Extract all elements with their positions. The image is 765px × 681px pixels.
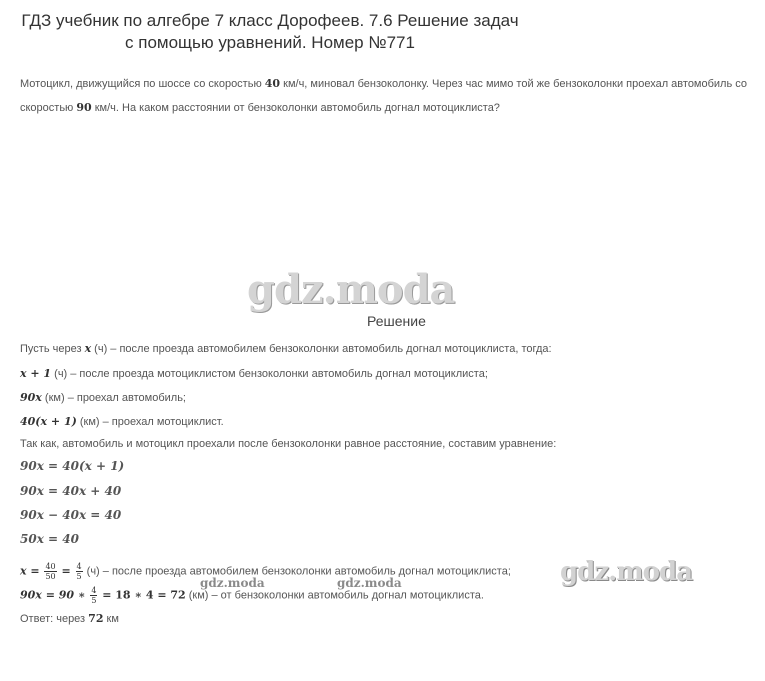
fraction (76, 562, 83, 581)
text: (км) – проехал автомобиль; (41, 392, 186, 404)
text: (км) – проехал мотоциклист. (76, 416, 224, 428)
watermark-logo: gdz.moda (247, 266, 455, 313)
math: = 18 ∗ 4 = 72 (98, 588, 186, 602)
text: Ответ: через (20, 613, 89, 625)
math: = (57, 564, 75, 578)
math: 40(x + 1) (20, 415, 77, 428)
numerator: 40 (45, 562, 56, 571)
numerator: 4 (76, 562, 82, 571)
solution-line-3 (20, 391, 186, 404)
equation-2: 90x = 40x + 40 (20, 484, 122, 498)
answer-line (20, 612, 119, 625)
numerator: 4 (91, 586, 97, 595)
solution-line-4 (20, 415, 224, 428)
solution-line-5: Так как, автомобиль и мотоцикл проехали после бензоколонки равное расстояние, составим уравнение: (20, 438, 557, 450)
watermark-logo: gdz.moda (560, 557, 693, 587)
problem-part-2: км/ч, миновал бензоколонку. Через час мимо той же бензоколонки проехал автомобиль со скоростью (20, 78, 748, 114)
equation-3: 90x − 40x = 40 (20, 508, 122, 522)
denominator: 5 (91, 596, 97, 605)
text: (ч) – после проезда автомобилем бензоколонки автомобиль догнал мотоциклиста; (83, 565, 511, 578)
solution-line-10 (20, 562, 511, 581)
watermark-logo: gdz.moda (200, 576, 265, 590)
solution-line-11 (20, 586, 484, 605)
math: x + 1 (20, 367, 52, 380)
problem-part-1: Мотоцикл, движущийся по шоссе со скоростью (20, 78, 265, 90)
speed-car: 90 (76, 101, 92, 114)
equation-1: 90x = 40(x + 1) (20, 459, 125, 473)
text: км (103, 613, 119, 625)
denominator: 5 (76, 572, 82, 581)
text: Пусть через (20, 343, 85, 355)
problem-text (20, 72, 755, 120)
math: x (84, 342, 92, 355)
fraction (90, 586, 97, 605)
text: (км) – от бензоколонки автомобиль догнал мотоциклиста. (185, 589, 484, 602)
solution-line-1 (20, 342, 552, 355)
answer-value: 72 (88, 612, 104, 625)
text: (ч) – после проезда автомобилем бензоколонки автомобиль догнал мотоциклиста, тогда: (91, 343, 552, 355)
text: (ч) – после проезда мотоциклистом бензоколонки автомобиль догнал мотоциклиста; (51, 368, 488, 380)
solution-line-2 (20, 367, 488, 380)
title-line-2: с помощью уравнений. Номер №771 (125, 33, 415, 52)
watermark-logo: gdz.moda (337, 576, 402, 590)
fraction (44, 562, 56, 581)
math: 90x (20, 391, 42, 404)
page-title (0, 10, 540, 54)
problem-part-3: км/ч. На каком расстоянии от бензоколонки автомобиль догнал мотоциклиста? (91, 102, 500, 114)
speed-motorcycle: 40 (264, 77, 281, 90)
equation-4: 50x = 40 (20, 532, 79, 546)
denominator: 50 (45, 572, 56, 581)
math: x = (20, 564, 44, 578)
math: 90x = 90 ∗ (20, 588, 90, 602)
title-line-1: ГДЗ учебник по алгебре 7 класс Дорофеев. 7.6 Решение задач (21, 11, 519, 30)
solution-heading: Решение (367, 313, 426, 329)
